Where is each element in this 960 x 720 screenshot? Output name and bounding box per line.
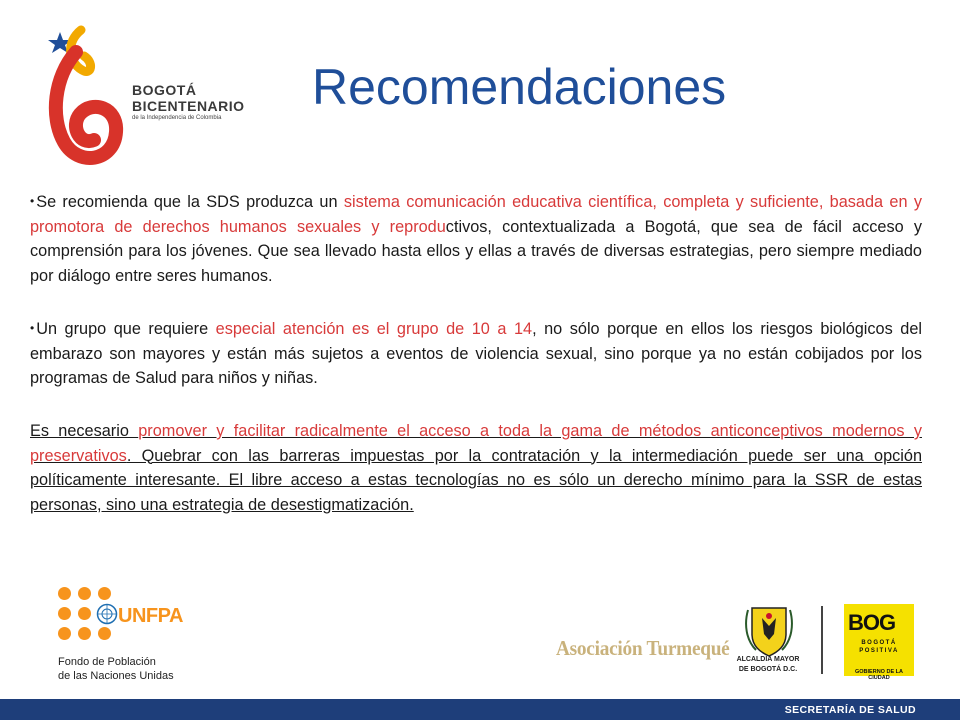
p2-text-c: , no sólo porque en ellos los riesgos biológicos del embarazo son mayores y están más sujetos a eventos de violencia sexual, sino porque ya no están cobijados por los programas de Salud para niños y niñas. bbox=[30, 320, 923, 387]
recommendation-paragraph-2 bbox=[30, 316, 922, 391]
alcaldia-line2: DE BOGOTÁ D.C. bbox=[738, 666, 798, 673]
bicentenario-logo bbox=[36, 22, 276, 182]
gobierno-ciudad-label: GOBIERNO DE LA CIUDAD bbox=[855, 669, 903, 681]
p1-text-a: Se recomienda que la SDS produzca un bbox=[36, 193, 344, 211]
unfpa-name-line1: Fondo de Población bbox=[58, 656, 156, 668]
bogota-positiva-sub1: BOGOTÁ bbox=[861, 640, 897, 646]
bullet-icon: • bbox=[30, 194, 35, 208]
unfpa-name-line2: de las Naciones Unidas bbox=[58, 670, 174, 682]
unfpa-dot-icon bbox=[58, 627, 71, 640]
recommendation-paragraph-3 bbox=[30, 419, 922, 517]
page-title: Recomendaciones bbox=[312, 59, 727, 115]
p1-text-highlight: sistema comunicación educativa científica, completa y suficiente, basada en y promotora de derechos humanos sexuales y reprodu bbox=[30, 193, 922, 236]
un-emblem-icon bbox=[96, 603, 118, 625]
footer-label: SECRETARÍA DE SALUD bbox=[784, 704, 916, 716]
p2-text-a: Un grupo que requiere bbox=[36, 320, 216, 338]
unfpa-dot-icon bbox=[98, 587, 111, 600]
recommendation-paragraph-1 bbox=[30, 189, 922, 288]
unfpa-dot-icon bbox=[78, 607, 91, 620]
bogota-positiva-wordmark: BOG bbox=[848, 610, 896, 635]
unfpa-dot-icon bbox=[78, 627, 91, 640]
bicentenario-emblem-icon bbox=[36, 22, 136, 182]
alcaldia-line1: ALCALDÍA MAYOR bbox=[736, 656, 800, 663]
p3-text-highlight: promover y facilitar radicalmente el acceso a toda la gama de métodos anticonceptivos modernos y preservativos bbox=[30, 422, 922, 465]
bogota-positiva-sub2: POSITIVA bbox=[859, 648, 899, 654]
unfpa-wordmark: UNFPA bbox=[118, 605, 183, 627]
bicentenario-line1: BOGOTÁ bbox=[132, 82, 197, 98]
bullet-icon: • bbox=[30, 321, 35, 335]
p3-text-a: Es necesario bbox=[30, 422, 139, 440]
p2-text-highlight: especial atención es el grupo de 10 a 14 bbox=[215, 320, 533, 338]
p1-text-c: ctivos, contextualizada a Bogotá, que sea de fácil acceso y comprensión para los jóvenes. Que sea llevado hasta ellos y ellas a través de diversas estrategias, pero siempre mediado por diálogo entre seres humanos. bbox=[30, 217, 922, 285]
bicentenario-line2: BICENTENARIO bbox=[132, 98, 245, 114]
unfpa-dot-icon bbox=[58, 587, 71, 600]
p3-text-c: . Quebrar con las barreras impuestas por la contratación y la intermediación puede ser una opción políticamente interesante. El libre acceso a estas tecnologías no es sólo un derecho mínimo para la SSR de estas personas, sino una estrategia de desestigmatización. bbox=[30, 446, 922, 514]
unfpa-dot-icon bbox=[78, 587, 91, 600]
unfpa-dot-icon bbox=[58, 607, 71, 620]
bicentenario-line3: de la Independencia de Colombia bbox=[132, 115, 222, 121]
logo-divider bbox=[821, 606, 823, 674]
unfpa-dot-icon bbox=[98, 627, 111, 640]
turmeque-logo: Asociación Turmequé bbox=[556, 636, 730, 660]
